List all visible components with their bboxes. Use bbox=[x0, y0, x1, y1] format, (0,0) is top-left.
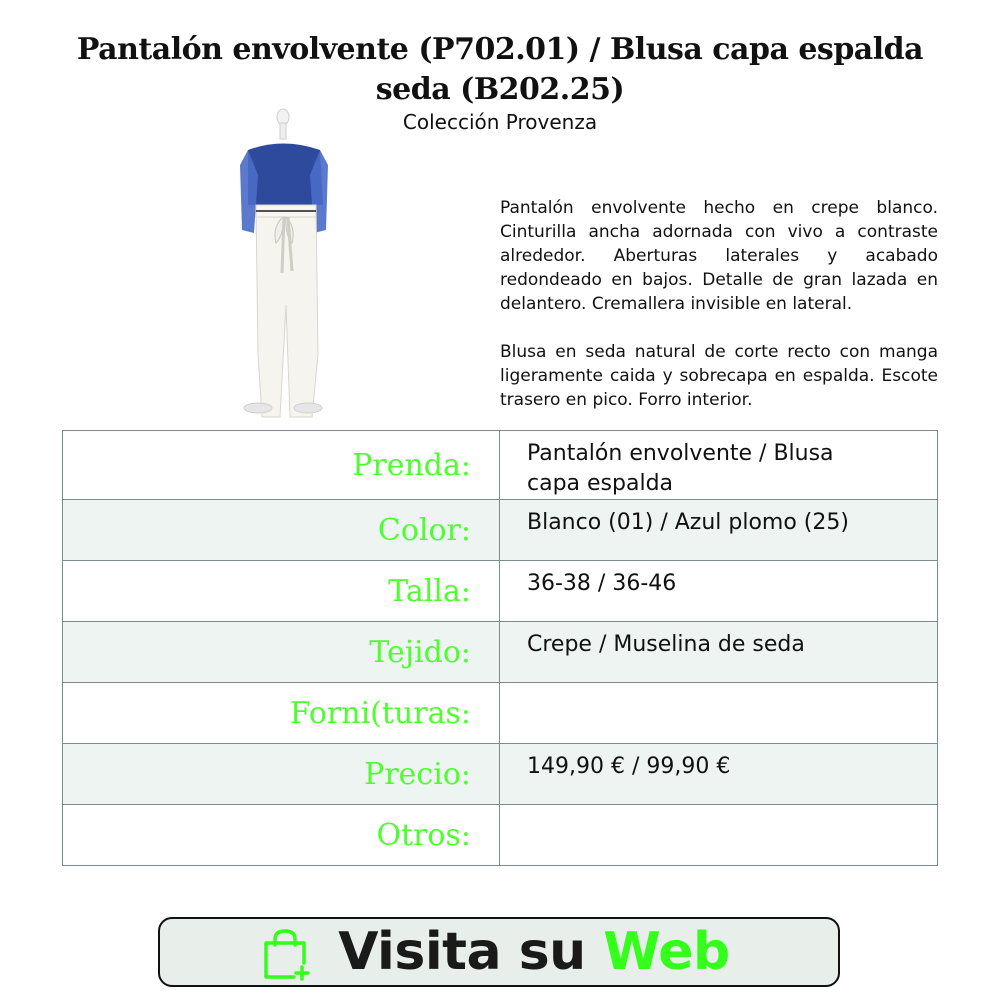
specs-table bbox=[62, 430, 938, 866]
spec-value: Blanco (01) / Azul plomo (25) bbox=[500, 500, 938, 561]
spec-label: Color: bbox=[63, 500, 500, 561]
visit-web-label bbox=[338, 922, 730, 982]
visit-web-button[interactable] bbox=[158, 917, 840, 987]
table-row bbox=[63, 561, 938, 622]
table-row bbox=[63, 744, 938, 805]
page-title: Pantalón envolvente (P702.01) / Blusa capa espalda seda (B202.25) bbox=[76, 32, 924, 107]
table-row bbox=[63, 431, 938, 500]
spec-label: Precio: bbox=[63, 744, 500, 805]
product-photo bbox=[228, 105, 338, 420]
spec-label: Forni(turas: bbox=[63, 683, 500, 744]
spec-label: Talla: bbox=[63, 561, 500, 622]
spec-value bbox=[500, 805, 938, 866]
shopping-bag-plus-icon bbox=[260, 927, 310, 981]
spec-value: Crepe / Muselina de seda bbox=[500, 622, 938, 683]
spec-value: Pantalón envolvente / Blusa capa espalda bbox=[500, 431, 938, 500]
product-description bbox=[500, 196, 938, 436]
table-row bbox=[63, 622, 938, 683]
table-row bbox=[63, 805, 938, 866]
collection-subtitle: Colección Provenza bbox=[402, 110, 598, 134]
cta-text-main: Visita su bbox=[338, 922, 604, 982]
table-row bbox=[63, 500, 938, 561]
spec-label: Tejido: bbox=[63, 622, 500, 683]
table-row bbox=[63, 683, 938, 744]
description-paragraph: Pantalón envolvente hecho en crepe blanco. Cinturilla ancha adornada con vivo a contraste alrededor. Aberturas laterales y acabado redondeado en bajos. Detalle de gran lazada en delantero. Cremallera invisible en lateral. bbox=[500, 198, 938, 314]
spec-label: Otros: bbox=[63, 805, 500, 866]
spec-value: 149,90 € / 99,90 € bbox=[500, 744, 938, 805]
spec-label: Prenda: bbox=[63, 431, 500, 500]
spec-value: 36-38 / 36-46 bbox=[500, 561, 938, 622]
description-paragraph: Blusa en seda natural de corte recto con manga ligeramente caida y sobrecapa en espalda. Escote trasero en pico. Forro interior. bbox=[500, 342, 938, 410]
spec-value bbox=[500, 683, 938, 744]
cta-text-accent: Web bbox=[603, 922, 730, 982]
